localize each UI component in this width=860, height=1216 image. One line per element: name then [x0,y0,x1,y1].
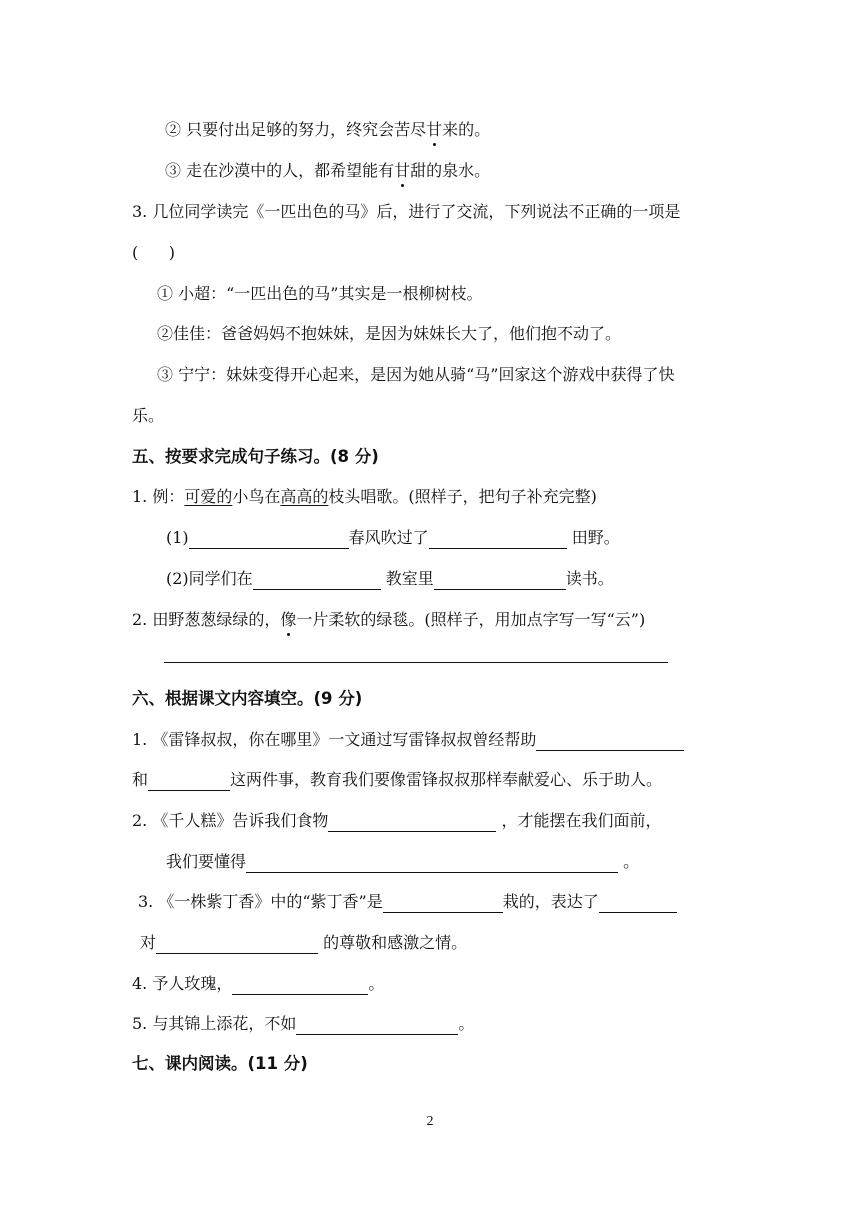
dotted-char: 甘 [394,161,411,180]
answer-line[interactable] [164,662,668,663]
section-7-title: 七、课内阅读。(11 分) [132,1054,308,1073]
q3-option-2: ②佳佳：爸爸妈妈不抱妹妹，是因为妹妹长大了，他们抱不动了。 [157,324,622,343]
fill-blank[interactable] [599,894,677,913]
fill-blank[interactable] [429,530,567,549]
s6-question-1-cont: 和 这两件事，教育我们要像雷锋叔叔那样奉献爱心、乐于助人。 [132,770,663,789]
fill-blank[interactable] [434,571,566,590]
dotted-char: 像 [280,610,297,629]
s6-question-3: 3. 《一株紫丁香》中的“紫丁香”是 栽的，表达了 [138,891,677,913]
fill-blank[interactable] [232,976,368,995]
underlined-word: 可爱的 [184,487,233,506]
option-2: ② 只要付出足够的努力，终究会苦尽甘来的。 [165,120,491,139]
fill-blank[interactable] [328,813,496,832]
fill-blank[interactable] [383,894,503,913]
question-3-stem: 3. 几位同学读完《一匹出色的马》后，进行了交流，下列说法不正确的一项是 [132,202,681,221]
s5-q1-item-2: (2)同学们在 教室里 读书。 [166,569,614,588]
section-6-title: 六、根据课文内容填空。(9 分) [132,689,363,708]
fill-blank[interactable] [148,772,230,791]
fill-blank[interactable] [246,854,618,873]
section-5-title: 五、按要求完成句子练习。(8 分) [132,447,379,466]
q3-option-1: ① 小超：“一匹出色的马”其实是一根柳树枝。 [157,284,483,303]
underlined-word: 高高的 [280,487,329,506]
s5-question-1: 1. 例：可爱的小鸟在高高的枝头唱歌。(照样子，把句子补充完整) [132,487,597,506]
dotted-char: 甘 [426,120,443,139]
fill-blank[interactable] [156,935,318,954]
s6-question-2-cont: 我们要懂得 。 [166,852,640,871]
fill-blank[interactable] [253,571,381,590]
s5-q1-item-1: (1) 春风吹过了 田野。 [166,528,620,547]
fill-blank[interactable] [296,1016,458,1035]
s6-question-5: 5. 与其锦上添花，不如 。 [132,1014,475,1033]
fill-blank[interactable] [189,530,349,549]
s6-question-2: 2. 《千人糕》告诉我们食物 ，才能摆在我们面前， [132,811,662,830]
q3-option-3: ③ 宁宁：妹妹变得开心起来，是因为她从骑“马”回家这个游戏中获得了快 [157,365,675,384]
s6-question-4: 4. 予人玫瑰， 。 [132,974,385,993]
option-3: ③ 走在沙漠中的人，都希望能有甘甜的泉水。 [165,161,491,180]
fill-blank[interactable] [536,732,684,751]
s6-question-1: 1. 《雷锋叔叔，你在哪里》一文通过写雷锋叔叔曾经帮助 [132,729,684,751]
q3-option-3-cont: 乐。 [132,406,165,425]
answer-paren[interactable]: ( ) [132,243,175,262]
s5-question-2: 2. 田野葱葱绿绿的，像一片柔软的绿毯。(照样子，用加点字写一写“云”) [132,610,646,629]
page-number: 2 [426,1114,434,1129]
s6-question-3-cont: 对 的尊敬和感激之情。 [140,933,468,952]
